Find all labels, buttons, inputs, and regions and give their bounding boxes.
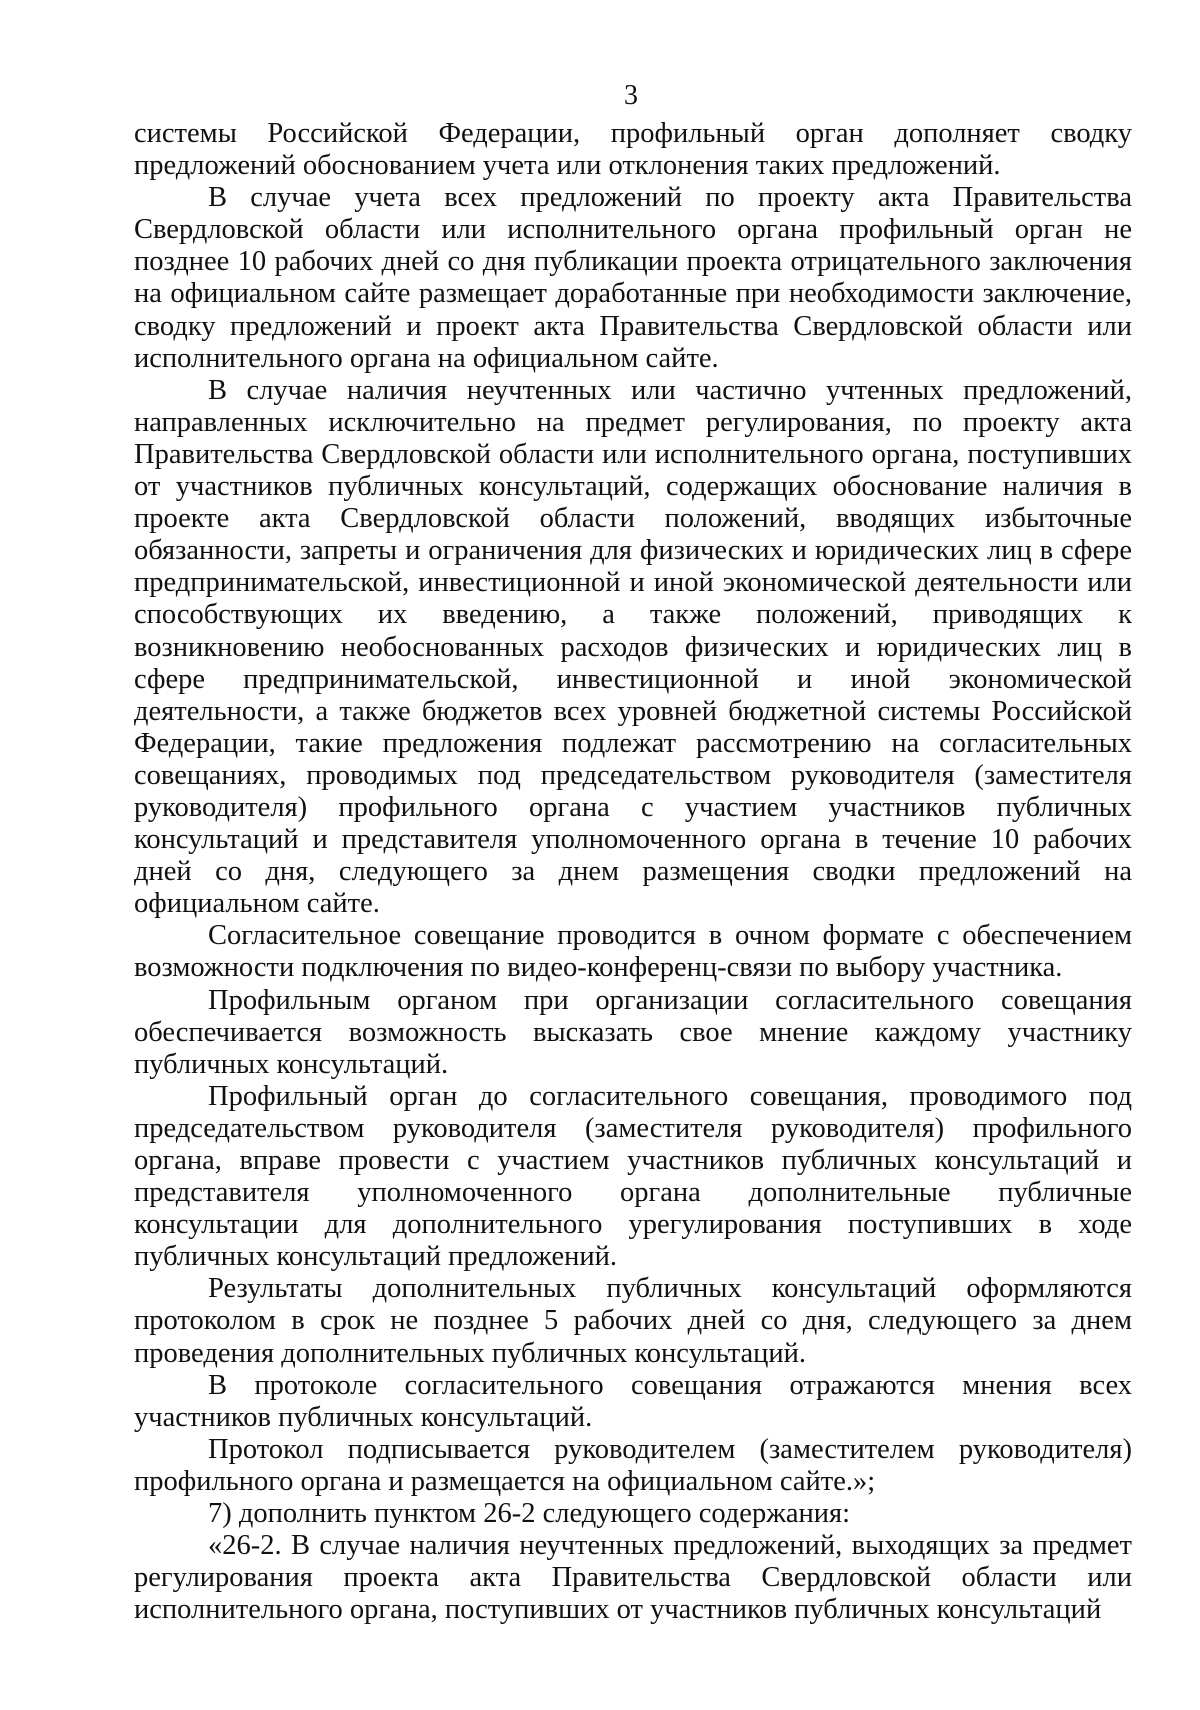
- paragraph-4: Согласительное совещание проводится в очном формате с обеспечением возможности подключения по видео-конференц-связи по выбору участника.: [134, 920, 1132, 984]
- paragraph-11: «26-2. В случае наличия неучтенных предложений, выходящих за предмет регулирования проекта акта Правительства Свердловской области или исполнительного органа, поступивших от участников публичных консультаций: [134, 1530, 1132, 1626]
- paragraph-10: 7) дополнить пунктом 26-2 следующего содержания:: [208, 1498, 851, 1530]
- paragraph-5: Профильным органом при организации согласительного совещания обеспечивается возможность высказать свое мнение каждому участнику публичных консультаций.: [134, 984, 1132, 1080]
- page-number: 3: [624, 80, 638, 111]
- paragraph-1: системы Российской Федерации, профильный орган дополняет сводку предложений обоснованием учета или отклонения таких предложений.: [134, 118, 1132, 182]
- paragraph-7: Результаты дополнительных публичных консультаций оформляются протоколом в срок не позднее 5 рабочих дней со дня, следующего за днем проведения дополнительных публичных консультаций.: [134, 1273, 1132, 1369]
- paragraph-3: В случае наличия неучтенных или частично учтенных предложений, направленных исключительно на предмет регулирования, по проекту акта Правительства Свердловской области или исполнительного органа, поступивших от участников публичных консультаций, содержащих обоснование наличия в проекте акта Свердловской области положений, вводящих избыточные обязанности, запреты и ограничения для физических и юридических лиц в сфере предпринимательской, инвестиционной и иной экономической деятельности или способствующих их введению, а также положений, приводящих к возникновению необоснованных расходов физических и юридических лиц в сфере предпринимательской, инвестиционной и иной экономической деятельности, а также бюджетов всех уровней бюджетной системы Российской Федерации, такие предложения подлежат рассмотрению на согласительных совещаниях, проводимых под председательством руководителя (заместителя руководителя) профильного органа с участием участников публичных консультаций и представителя уполномоченного органа в течение 10 рабочих дней со дня, следующего за днем размещения сводки предложений на официальном сайте.: [134, 374, 1132, 920]
- paragraph-2: В случае учета всех предложений по проекту акта Правительства Свердловской области или исполнительного органа профильный орган не позднее 10 рабочих дней со дня публикации проекта отрицательного заключения на официальном сайте размещает доработанные при необходимости заключение, сводку предложений и проект акта Правительства Свердловской области или исполнительного органа на официальном сайте.: [134, 182, 1132, 374]
- paragraph-6: Профильный орган до согласительного совещания, проводимого под председательством руководителя (заместителя руководителя) профильного органа, вправе провести с участием участников публичных консультаций и представителя уполномоченного органа дополнительные публичные консультации для дополнительного урегулирования поступивших в ходе публичных консультаций предложений.: [134, 1080, 1132, 1273]
- paragraph-8: В протоколе согласительного совещания отражаются мнения всех участников публичных консультаций.: [134, 1369, 1132, 1433]
- document-body: [134, 118, 1132, 1626]
- paragraph-9: Протокол подписывается руководителем (заместителем руководителя) профильного органа и размещается на официальном сайте.»;: [134, 1433, 1132, 1497]
